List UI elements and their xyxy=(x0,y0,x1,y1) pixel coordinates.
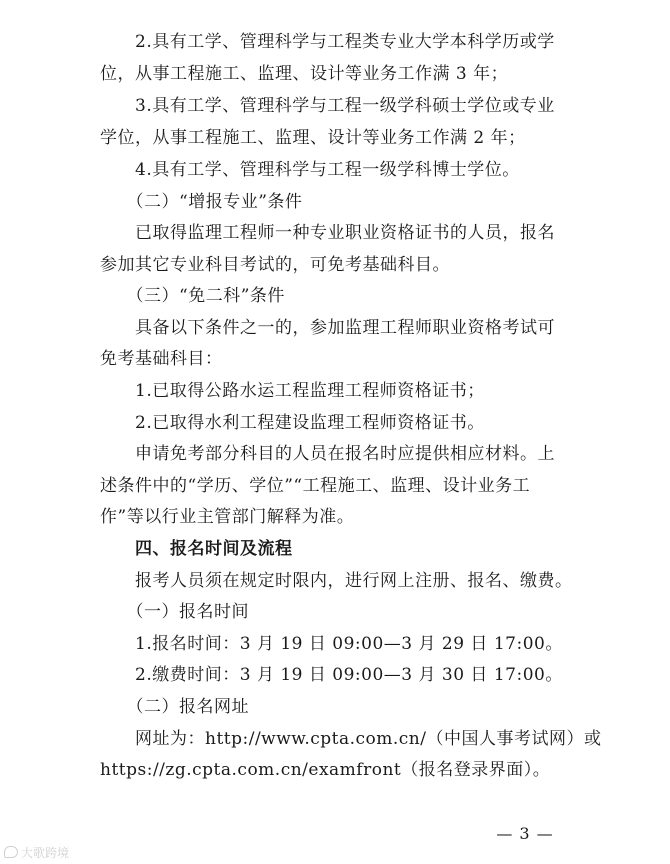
text-line: 参加其它专业科目考试的，可免考基础科目。 xyxy=(100,255,450,275)
section-heading: （一）报名时间 xyxy=(100,602,249,622)
text-line: 网址为：http://www.cpta.com.cn/（中国人事考试网）或 xyxy=(100,729,602,749)
text-line: 位，从事工程施工、监理、设计等业务工作满 3 年； xyxy=(100,64,509,84)
section-heading: （二）报名网址 xyxy=(100,697,249,717)
text-line: 学位，从事工程施工、监理、设计等业务工作满 2 年； xyxy=(100,128,526,148)
text-line: 2.已取得水利工程建设监理工程师资格证书。 xyxy=(100,413,485,433)
text-line: 述条件中的“学历、学位”“工程施工、监理、设计业务工 xyxy=(100,476,531,496)
text-line: 作”等以行业主管部门解释为准。 xyxy=(100,507,355,527)
watermark-text: 大歌跨境 xyxy=(21,845,70,860)
text-line: 3.具有工学、管理科学与工程一级学科硕士学位或专业 xyxy=(100,96,555,116)
text-line: 2.缴费时间：3 月 19 日 09:00—3 月 30 日 17:00。 xyxy=(100,665,563,685)
text-line: 已取得监理工程师一种专业职业资格证书的人员，报名 xyxy=(100,223,555,243)
watermark xyxy=(4,842,69,862)
text-line: 免考基础科目： xyxy=(100,349,223,369)
section-heading: （三）“免二科”条件 xyxy=(100,286,285,306)
section-title: 四、报名时间及流程 xyxy=(100,539,293,559)
text-line: 申请免考部分科目的人员在报名时应提供相应材料。上 xyxy=(100,444,555,464)
chat-bubble-icon xyxy=(4,846,18,858)
text-line: 1.已取得公路水运工程监理工程师资格证书； xyxy=(100,381,485,401)
text-line: 具备以下条件之一的，参加监理工程师职业资格考试可 xyxy=(100,318,555,338)
text-line: 2.具有工学、管理科学与工程类专业大学本科学历或学 xyxy=(100,32,555,52)
text-line: https://zg.cpta.com.cn/examfront（报名登录界面）。 xyxy=(100,760,551,780)
page-number: — 3 — xyxy=(496,824,554,843)
text-line: 1.报名时间：3 月 19 日 09:00—3 月 29 日 17:00。 xyxy=(100,634,563,654)
text-line: 报考人员须在规定时限内，进行网上注册、报名、缴费。 xyxy=(100,571,573,591)
text-line: 4.具有工学、管理科学与工程一级学科博士学位。 xyxy=(100,160,520,180)
section-heading: （二）“增报专业”条件 xyxy=(100,192,303,212)
